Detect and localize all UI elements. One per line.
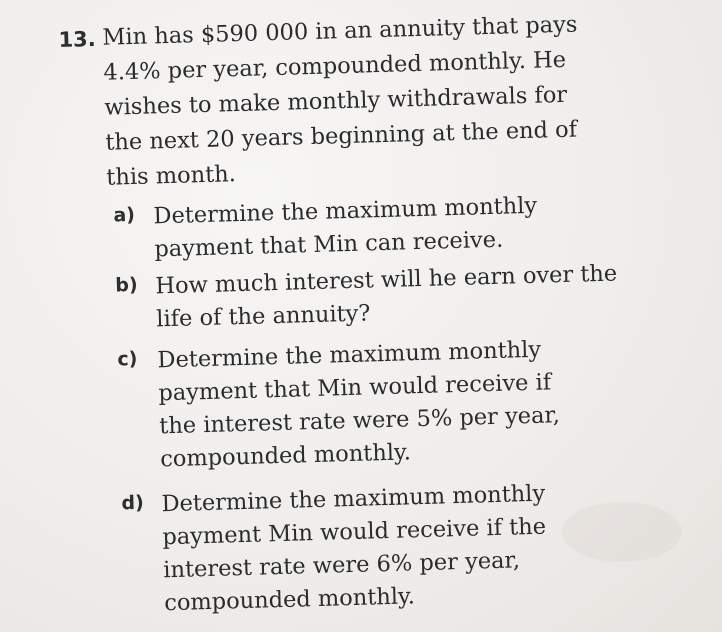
part-line: compounded monthly. — [159, 439, 412, 473]
part-text — [161, 475, 625, 620]
part-text — [157, 332, 621, 477]
stem-line: this month. — [106, 161, 237, 191]
part-c — [117, 332, 620, 478]
part-label: b) — [115, 273, 138, 297]
part-label: c) — [117, 347, 138, 371]
part-line: interest rate were 6% per year, — [162, 547, 521, 584]
part-line: payment that Min would receive if — [158, 369, 552, 407]
stem-line: wishes to make monthly withdrawals for — [104, 81, 568, 121]
part-label: a) — [113, 203, 136, 227]
part-line: compounded monthly. — [163, 583, 416, 617]
stem-line: the next 20 years beginning at the end of — [105, 116, 578, 156]
part-line: life of the annuity? — [155, 300, 371, 333]
question-stem — [102, 7, 607, 196]
part-line: Determine the maximum monthly — [157, 336, 542, 374]
question-number: 13. — [58, 26, 97, 52]
part-b — [115, 258, 617, 338]
part-text — [153, 188, 615, 267]
stem-line: 4.4% per year, compounded monthly. He — [103, 46, 567, 86]
part-text — [155, 258, 617, 337]
part-line: Determine the maximum monthly — [153, 192, 538, 230]
problem-13 — [58, 5, 675, 623]
stem-line: Min has $590 000 in an annuity that pays — [102, 11, 578, 51]
part-d — [121, 475, 624, 621]
part-line: payment Min would receive if the — [162, 513, 547, 551]
part-label: d) — [121, 491, 145, 515]
part-line: Determine the maximum monthly — [161, 480, 546, 518]
part-a — [113, 188, 615, 268]
part-line: the interest rate were 5% per year, — [158, 402, 561, 440]
part-line: How much interest will he earn over the — [155, 260, 618, 300]
part-line: payment that Min can receive. — [154, 226, 504, 263]
